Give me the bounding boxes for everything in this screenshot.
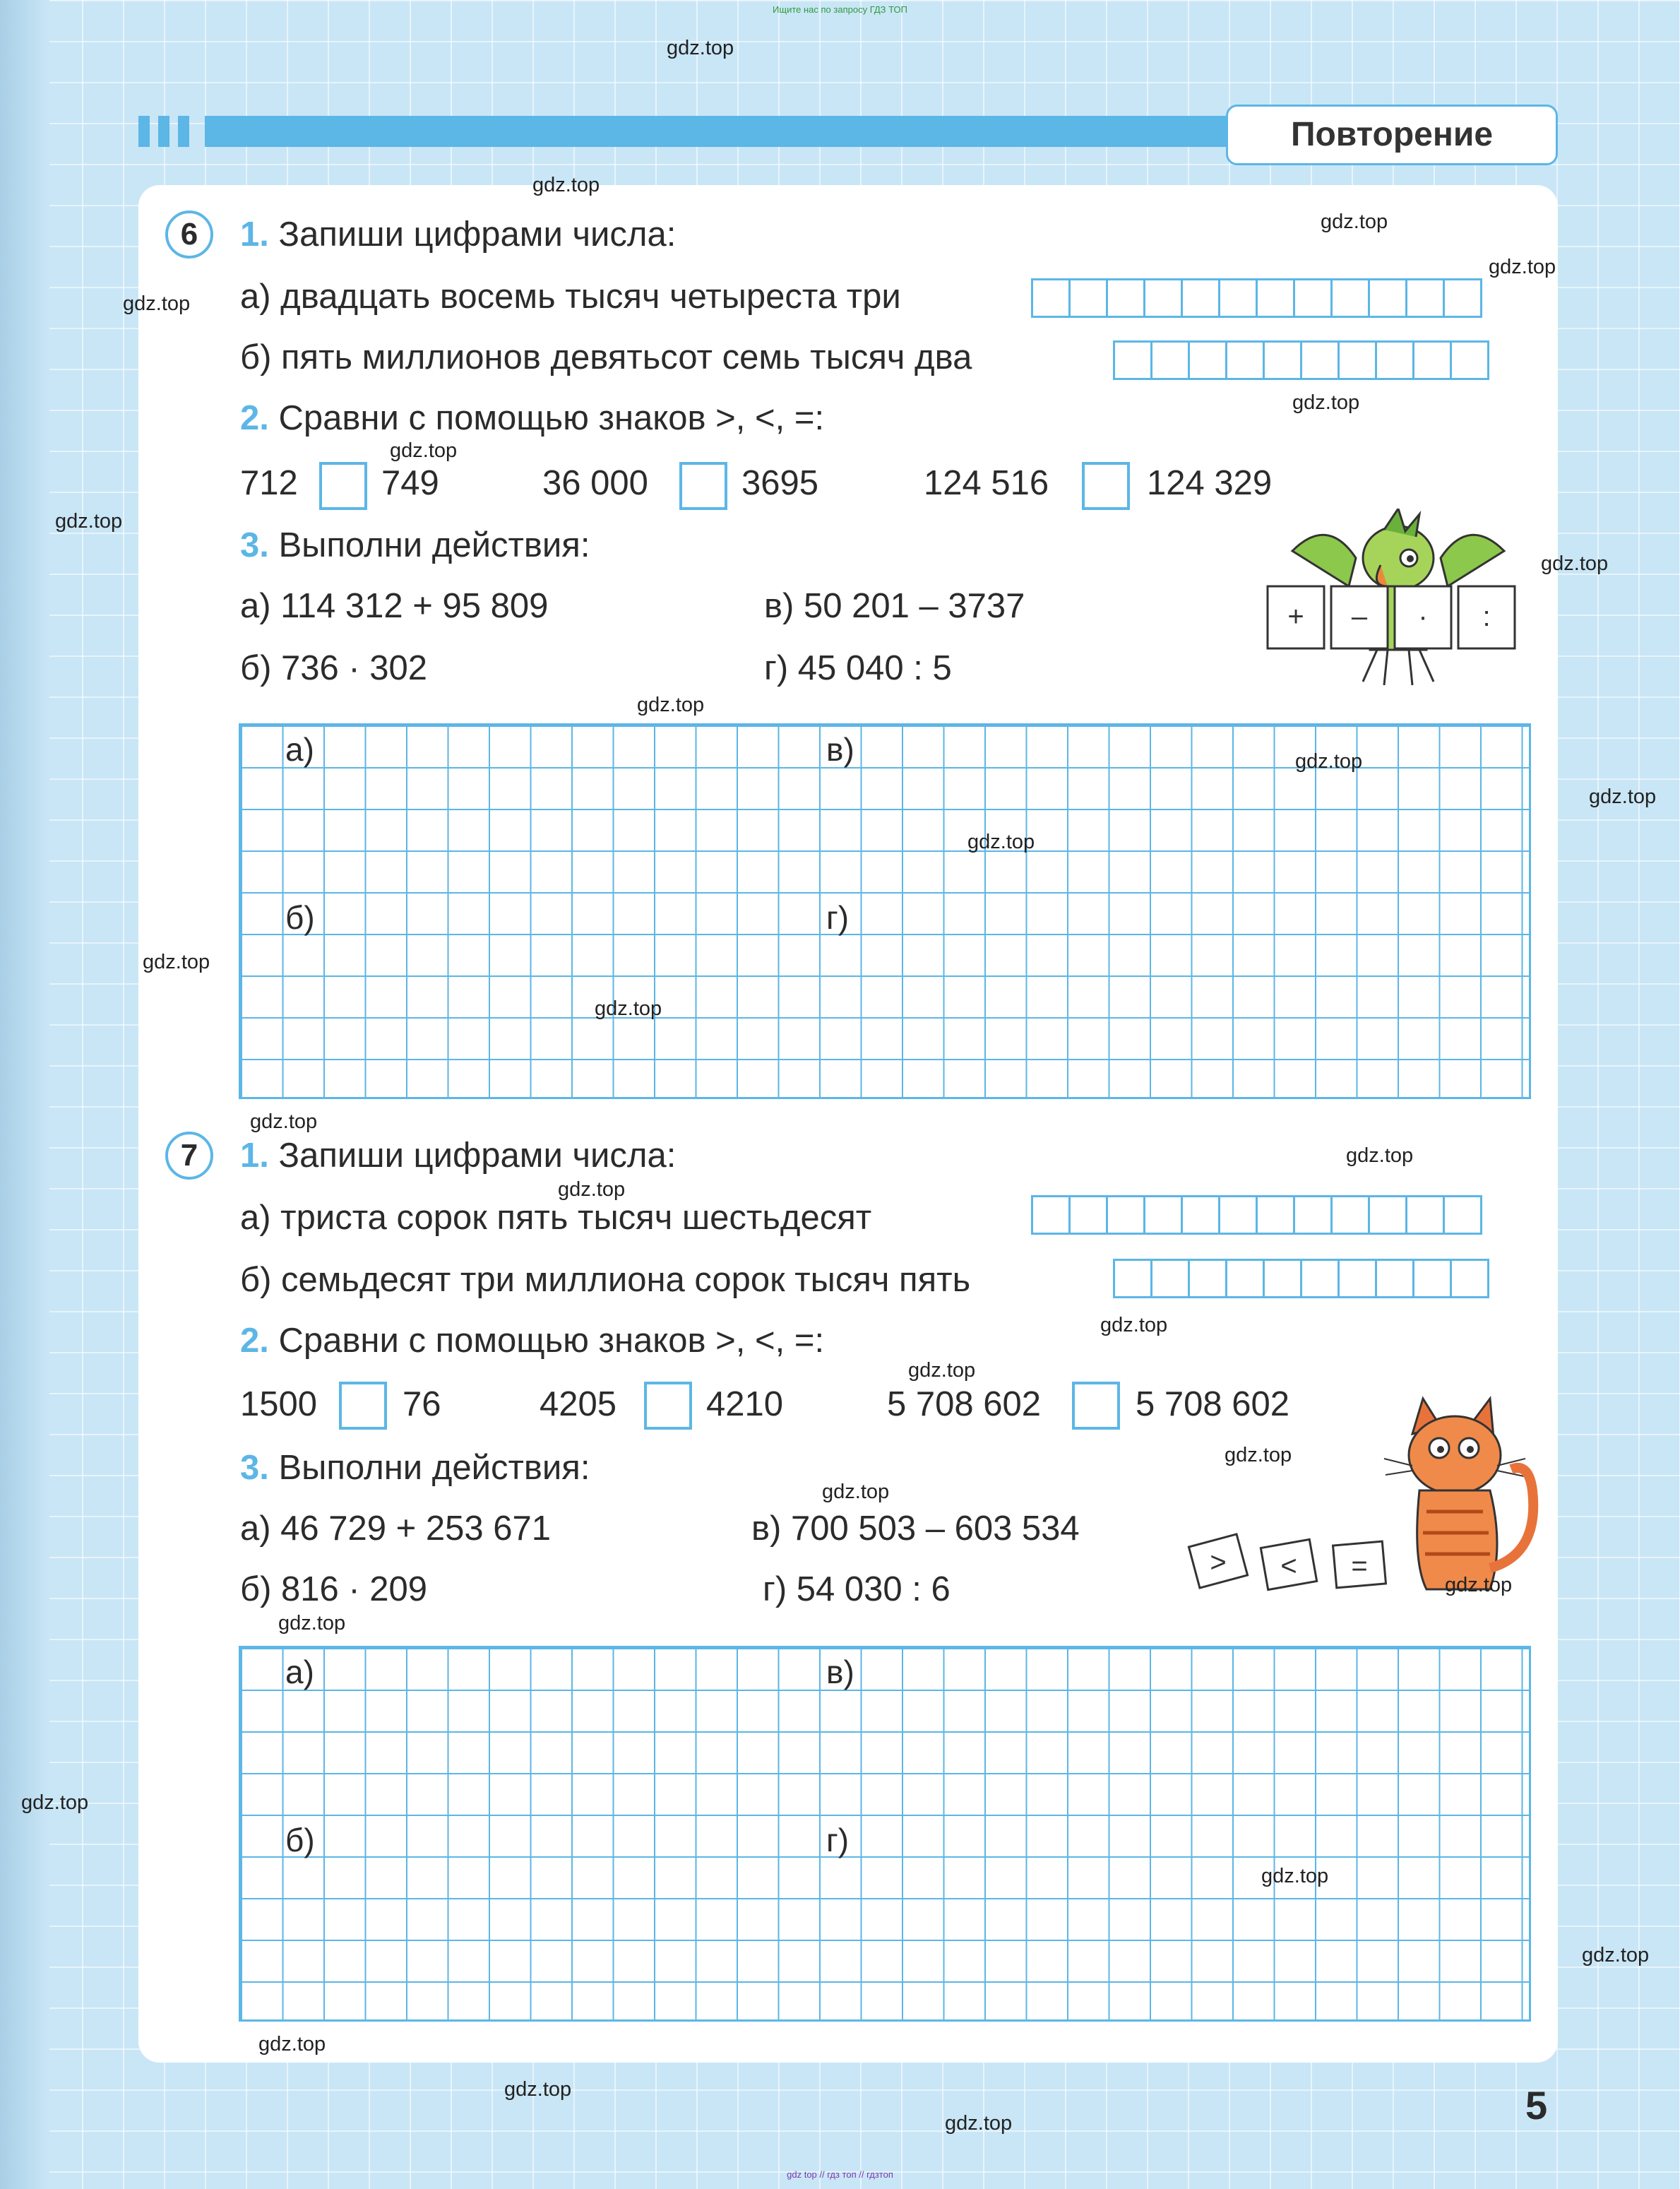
task-number: 7 <box>165 1132 213 1180</box>
top-note: Ищите нас по запросу ГДЗ ТОП <box>773 4 907 15</box>
watermark: gdz.top <box>595 997 662 1020</box>
watermark: gdz.top <box>945 2112 1013 2135</box>
sign-greater: > <box>1210 1547 1227 1578</box>
compare-left: 36 000 <box>542 464 648 502</box>
watermark: gdz.top <box>967 831 1035 853</box>
watermark: gdz.top <box>278 1612 346 1635</box>
compare-box[interactable] <box>339 1382 387 1430</box>
compare-box[interactable] <box>1072 1382 1120 1430</box>
watermark: gdz.top <box>1445 1574 1513 1596</box>
watermark: gdz.top <box>1489 256 1556 278</box>
item-text: Выполни действия: <box>278 526 590 564</box>
item-1-heading <box>240 215 676 254</box>
watermark: gdz.top <box>258 2033 326 2055</box>
cat-pupil <box>1437 1446 1444 1453</box>
grid-label-b: б) <box>285 1822 315 1858</box>
item-number: 1. <box>240 1137 269 1175</box>
sign-divide: : <box>1482 601 1491 632</box>
compare-right: 3695 <box>741 464 819 502</box>
number-words-b: б) пять миллионов девятьсот семь тысяч два <box>240 338 972 376</box>
grid-label-g: г) <box>826 899 850 936</box>
watermark: gdz.top <box>822 1481 890 1503</box>
compare-box[interactable] <box>679 462 727 510</box>
parrot-feet <box>1363 650 1434 685</box>
number-words-a: а) триста сорок пять тысяч шестьдесят <box>240 1199 872 1237</box>
operation-v: в) 50 201 – 3737 <box>764 587 1025 625</box>
number-words-a: а) двадцать восемь тысяч четыреста три <box>240 278 901 316</box>
sign-multiply: · <box>1418 601 1428 632</box>
answer-cells-a[interactable] <box>1031 278 1480 318</box>
item-2-heading <box>240 1321 824 1360</box>
header-stripe <box>138 116 150 147</box>
parrot-wing-left <box>1292 535 1356 586</box>
operation-g: г) 54 030 : 6 <box>763 1570 951 1608</box>
number-words-b: б) семьдесят три миллиона сорок тысяч пять <box>240 1261 971 1299</box>
answer-cells-a[interactable] <box>1031 1195 1480 1235</box>
sign-equal: = <box>1351 1550 1368 1582</box>
operation-a: а) 46 729 + 253 671 <box>240 1509 552 1548</box>
grid-label-a: а) <box>285 1654 314 1690</box>
watermark: gdz.top <box>1346 1144 1414 1167</box>
compare-right: 76 <box>403 1385 441 1423</box>
answer-cells-b[interactable] <box>1113 340 1487 380</box>
item-3-heading <box>240 526 590 565</box>
watermark: gdz.top <box>55 510 123 533</box>
cat-head <box>1409 1416 1501 1494</box>
item-text: Сравни с помощью знаков >, <, =: <box>278 1322 825 1360</box>
watermark: gdz.top <box>908 1359 976 1382</box>
grid-label-b: б) <box>285 899 315 936</box>
sign-minus: – <box>1351 601 1368 632</box>
operation-b: б) 816 · 209 <box>240 1570 428 1608</box>
grid-label-g: г) <box>826 1822 850 1858</box>
item-number: 2. <box>240 399 269 437</box>
item-text: Выполни действия: <box>278 1449 590 1487</box>
task-number: 6 <box>165 210 213 259</box>
watermark: gdz.top <box>1589 785 1657 808</box>
grid-label-v: в) <box>826 1654 854 1690</box>
bottom-note: gdz top // гдз топ // гдзтоп <box>787 2169 893 2180</box>
compare-right: 5 708 602 <box>1136 1385 1289 1423</box>
compare-box[interactable] <box>644 1382 692 1430</box>
parrot-pupil <box>1407 555 1414 562</box>
grid-label-v: в) <box>826 731 854 768</box>
sign-plus: + <box>1287 601 1304 632</box>
parrot-head <box>1363 526 1434 590</box>
compare-left: 712 <box>240 464 298 502</box>
header-stripe <box>178 116 189 147</box>
item-number: 3. <box>240 1449 269 1487</box>
watermark: gdz.top <box>1292 391 1360 414</box>
watermark: gdz.top <box>1582 1944 1650 1966</box>
section-title: Повторение <box>1226 105 1558 165</box>
item-text: Запиши цифрами числа: <box>278 1137 677 1175</box>
item-number: 1. <box>240 215 269 254</box>
watermark: gdz.top <box>1225 1444 1292 1466</box>
header-bar <box>205 116 1229 147</box>
sign-less: < <box>1280 1550 1297 1582</box>
compare-left: 4205 <box>540 1385 617 1423</box>
watermark: gdz.top <box>504 2078 572 2101</box>
compare-right: 124 329 <box>1147 464 1273 502</box>
watermark: gdz.top <box>1541 552 1609 575</box>
watermark: gdz.top <box>21 1791 89 1814</box>
compare-box[interactable] <box>1082 462 1130 510</box>
cat-pupil <box>1467 1446 1474 1453</box>
watermark: gdz.top <box>667 37 734 59</box>
item-number: 2. <box>240 1322 269 1360</box>
watermark: gdz.top <box>1261 1865 1329 1887</box>
item-3-heading <box>240 1448 590 1488</box>
watermark: gdz.top <box>1321 210 1388 233</box>
item-1-heading <box>240 1136 676 1175</box>
operation-b: б) 736 · 302 <box>240 649 428 687</box>
compare-left: 1500 <box>240 1385 318 1423</box>
compare-right: 4210 <box>706 1385 784 1423</box>
watermark: gdz.top <box>532 174 600 196</box>
grid-label-a: а) <box>285 731 314 768</box>
solution-grid[interactable] <box>239 723 1531 1099</box>
item-2-heading <box>240 398 824 438</box>
watermark: gdz.top <box>1100 1314 1168 1336</box>
compare-left: 124 516 <box>924 464 1049 502</box>
operation-g: г) 45 040 : 5 <box>764 649 952 687</box>
compare-left: 5 708 602 <box>887 1385 1041 1423</box>
parrot-wing-right <box>1441 535 1504 586</box>
item-number: 3. <box>240 526 269 564</box>
operation-v: в) 700 503 – 603 534 <box>751 1509 1080 1548</box>
parrot-illustration <box>1264 509 1532 692</box>
operation-a: а) 114 312 + 95 809 <box>240 587 549 625</box>
page-number: 5 <box>1525 2083 1548 2128</box>
watermark: gdz.top <box>558 1178 626 1201</box>
watermark: gdz.top <box>250 1110 318 1133</box>
watermark: gdz.top <box>123 292 191 315</box>
compare-right: 749 <box>381 464 439 502</box>
watermark: gdz.top <box>143 951 210 973</box>
book-spine <box>0 0 49 2189</box>
item-text: Запиши цифрами числа: <box>278 215 677 254</box>
header-stripe <box>158 116 169 147</box>
watermark: gdz.top <box>637 694 705 716</box>
watermark: gdz.top <box>1295 750 1363 773</box>
answer-cells-b[interactable] <box>1113 1259 1487 1298</box>
compare-box[interactable] <box>319 462 367 510</box>
solution-grid[interactable] <box>239 1646 1531 2022</box>
watermark: gdz.top <box>390 439 458 462</box>
item-text: Сравни с помощью знаков >, <, =: <box>278 399 825 437</box>
